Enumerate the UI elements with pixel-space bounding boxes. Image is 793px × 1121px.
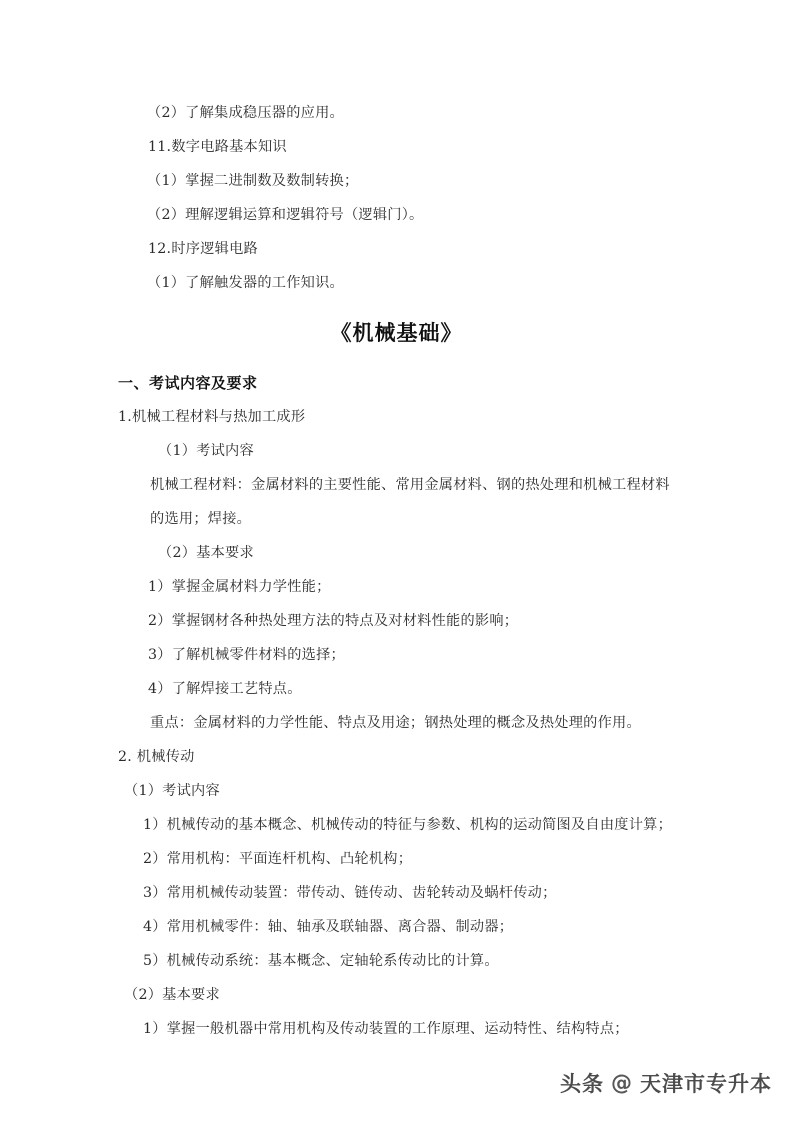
paragraph-prev-11-2: （2）理解逻辑运算和逻辑符号（逻辑门）。 [147,207,424,223]
paragraph-prev-12: 12.时序逻辑电路 [148,241,258,257]
section-heading-exam-content: 一、考试内容及要求 [118,374,258,392]
topic-2-basic-requirements-label: （2）基本要求 [124,987,220,1003]
topic-2-exam-content-item-5: 5）机械传动系统：基本概念、定轴轮系传动比的计算。 [143,953,499,969]
topic-1-exam-content-label: （1）考试内容 [158,443,254,459]
topic-2-requirement-1: 1）掌握一般机器中常用机构及传动装置的工作原理、运动特性、结构特点； [143,1021,629,1037]
watermark-at-symbol: @ [611,1071,633,1095]
topic-2-exam-content-item-1: 1）机械传动的基本概念、机械传动的特征与参数、机构的运动简图及自由度计算； [143,817,673,833]
paragraph-prev-10-2: （2）了解集成稳压器的应用。 [147,105,344,121]
topic-1-requirement-3: 3）了解机械零件材料的选择； [148,647,345,663]
top-margin-spacer-2 [0,20,793,96]
watermark-brand: 头条 [560,1072,604,1096]
topic-1-requirement-1: 1）掌握金属材料力学性能； [148,579,331,595]
topic-2-heading: 2. 机械传动 [118,749,195,765]
topic-2-exam-content-item-4: 4）常用机械零件：轴、轴承及联轴器、离合器、制动器； [143,919,514,935]
topic-1-key-points: 重点：金属材料的力学性能、特点及用途；钢热处理的概念及热处理的作用。 [150,715,641,731]
carryover-block [0,96,793,300]
document-title: 《机械基础》 [330,320,463,345]
topic-2-exam-content-item-3: 3）常用机械传动装置：带传动、链传动、齿轮转动及蜗杆传动； [143,885,557,901]
watermark [560,1068,772,1098]
topic-2-exam-content-item-2: 2）常用机构：平面连杆机构、凸轮机构； [143,851,413,867]
paragraph-prev-12-1: （1）了解触发器的工作知识。 [147,275,344,291]
paragraph-prev-11-1: （1）掌握二进制数及数制转换； [147,173,359,189]
topic-1-exam-content-text: 机械工程材料：金属材料的主要性能、常用金属材料、钢的热处理和机械工程材料的选用；焊接。 [150,477,670,527]
paragraph-prev-11: 11.数字电路基本知识 [148,139,287,155]
topic-1-requirement-4: 4）了解焊接工艺特点。 [148,681,302,697]
top-margin-spacer [0,0,793,20]
title-spacer-below [0,354,793,366]
title-spacer-above [0,300,793,312]
topic-1-block [0,400,793,740]
topic-2-block [0,740,793,1046]
topic-2-exam-content-label: （1）考试内容 [124,783,220,799]
topic-1-requirement-2: 2）掌握钢材各种热处理方法的特点及对材料性能的影响； [148,613,519,629]
watermark-account-name: 天津市专升本 [640,1072,772,1096]
topic-1-basic-requirements-label: （2）基本要求 [158,545,254,561]
topic-1-heading: 1.机械工程材料与热加工成形 [118,409,306,425]
